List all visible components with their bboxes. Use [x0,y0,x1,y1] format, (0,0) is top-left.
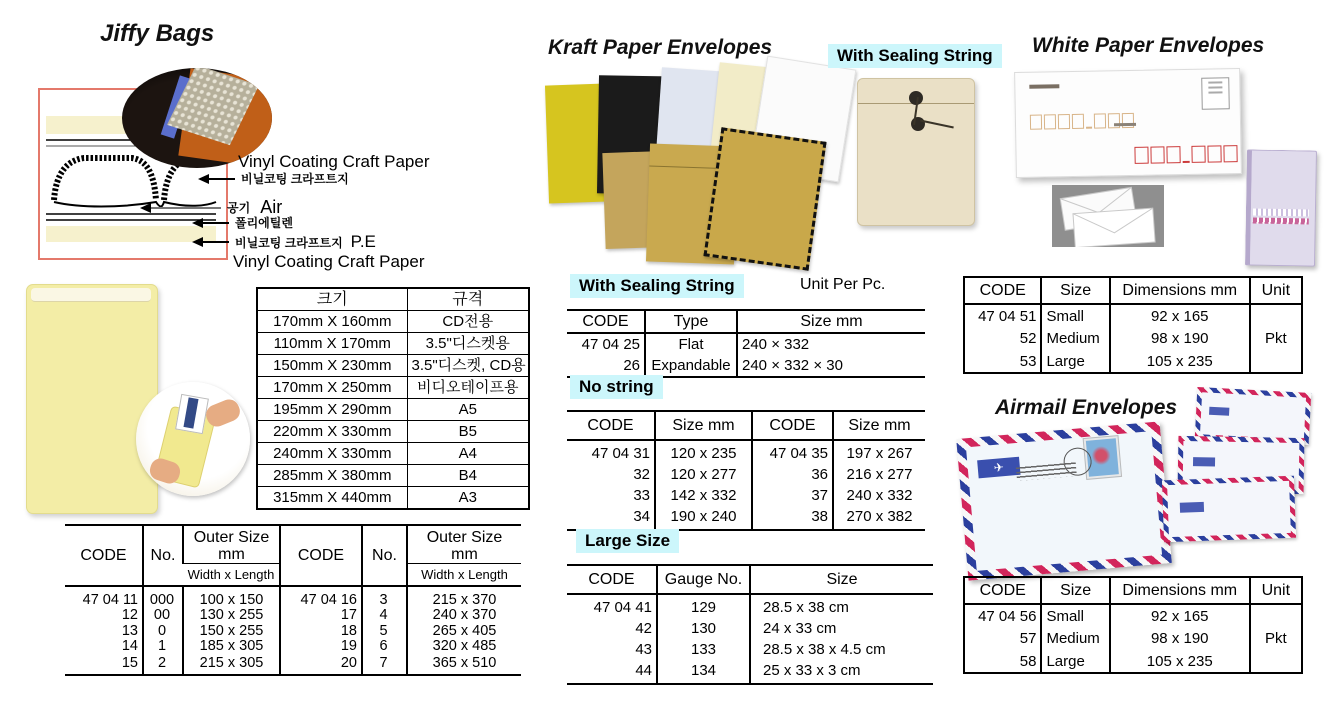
cell-size: 240 × 332 × 30 [737,355,925,377]
col-unit: Unit [1250,277,1302,304]
table-header-row [257,288,529,311]
cell: 285mm X 380mm [257,465,407,487]
cell-size: 215 x 370 [407,586,521,608]
cell-gauge: 129 [657,594,750,618]
cell-size: 120 x 235 [655,440,752,464]
cell-size: 240 x 332 [833,485,925,506]
unit-per-pc-note: Unit Per Pc. [800,276,886,293]
bag-usage-inset-photo [136,382,250,496]
col-code: CODE [280,525,362,586]
string-tail [920,119,954,128]
table-row [567,485,925,506]
col-outer-size [183,525,280,564]
cell-gauge: 134 [657,660,750,684]
col-gauge: Gauge No. [657,565,750,594]
cell-dimensions: 92 x 165 [1110,604,1250,627]
col-code: CODE [964,277,1041,304]
label-vinyl-bottom: Vinyl Coating Craft Paper [233,252,425,271]
table-row [65,655,521,675]
sender-text-lines [1029,84,1059,89]
cell: 170mm X 250mm [257,377,407,399]
cell-code: 32 [633,466,650,483]
col-no: No. [143,525,183,586]
col-outer-size [407,525,521,564]
cell-dimensions: 98 x 190 [1110,627,1250,650]
cell: 150mm X 230mm [257,355,407,377]
large-size-badge: Large Size [576,529,679,553]
cell-size: 100 x 150 [183,586,280,608]
cell-dimensions: 98 x 190 [1110,327,1250,350]
label-kraft-top-kr: 비닐코팅 크라프트지 [241,172,349,186]
col-no: No. [362,525,407,586]
table-row [257,311,529,333]
label-pe-kr: 폴리에틸렌 [235,216,293,230]
table-header-row [65,525,521,564]
table-row [567,440,925,464]
jiffy-bag-photo [26,284,158,514]
label-kraft-bottom-kr: 비닐코팅 크라프트지 [235,235,343,250]
airmail-table [963,576,1303,674]
cell-size: Large [1041,650,1109,673]
airplane-label-icon [1180,502,1204,513]
cell-code: 47 04 31 [591,445,650,462]
cell-gauge: 130 [657,618,750,639]
cell-size: 197 x 267 [833,440,925,464]
arrow-icon [192,218,229,228]
cell: B5 [407,421,529,443]
table-row [257,443,529,465]
col-code: CODE [567,411,655,440]
cell-no: 2 [143,655,183,675]
table-header-row [964,577,1302,604]
col-code: CODE [752,411,833,440]
cell-code: 14 [121,639,138,654]
table-row [257,421,529,443]
airplane-label-icon [1209,407,1229,416]
cell: 비디오테이프용 [407,377,529,399]
cell-size: 185 x 305 [183,639,280,655]
cell-size: 150 x 255 [183,624,280,640]
label-air-kr: 공기 [227,201,251,215]
col-dimensions: Dimensions mm [1110,277,1250,304]
white-envelopes-small-photo [1052,185,1164,247]
cell-size: 265 x 405 [407,624,521,640]
arrow-icon [140,203,221,213]
cell: 110mm X 170mm [257,333,407,355]
cell-no: 0 [143,624,183,640]
cell-code: 17 [280,608,362,624]
cell-code: 12 [121,608,138,623]
pack-label-band [1253,218,1309,225]
table-row [65,608,521,624]
cell-size: 215 x 305 [183,655,280,675]
table-row [257,465,529,487]
table-row [567,464,925,485]
cell-code: 53 [1019,352,1037,370]
col-width-length: Width x Length [407,564,521,587]
cell-code: 47 04 16 [280,586,362,608]
cell-size: 130 x 255 [183,608,280,624]
col-spec-kr: 규격 [407,288,529,311]
cell-code: 36 [752,464,833,485]
with-sealing-string-badge: With Sealing String [570,274,744,298]
kraft-title: Kraft Paper Envelopes [548,36,773,59]
cell-size: 270 x 382 [833,506,925,530]
label-vinyl-top: Vinyl Coating Craft Paper [238,152,430,171]
col-size: Size mm [833,411,925,440]
cell-size: 24 x 33 cm [750,618,933,639]
label-row-pe [192,214,293,231]
cell-dimensions: 92 x 165 [1110,304,1250,327]
cell-code: 44 [635,662,652,679]
airmail-face [1200,392,1306,439]
cell: 220mm X 330mm [257,421,407,443]
cell: 315mm X 440mm [257,487,407,510]
string-envelope-photo [857,78,975,226]
cell-size: 120 x 277 [655,464,752,485]
cell-dimensions: 105 x 235 [1110,650,1250,673]
table-row [257,355,529,377]
cell-size: 28.5 x 38 x 4.5 cm [750,639,933,660]
col-code: CODE [65,525,143,586]
cell: 170mm X 160mm [257,311,407,333]
postmark-waves [1016,460,1077,481]
lilac-envelope-pack-photo [1245,149,1317,266]
cell-size: 28.5 x 38 cm [750,594,933,618]
cell-code: 58 [1019,652,1037,670]
no-string-table [567,410,925,531]
cell-code: 47 04 41 [593,599,652,616]
cell: A5 [407,399,529,421]
table-row [567,660,933,684]
table-row [257,399,529,421]
airplane-label-icon [1193,457,1215,466]
airmail-envelope-large-photo [956,421,1172,580]
jiffy-bags-title: Jiffy Bags [100,20,215,47]
col-size: Size mm [737,310,925,333]
table-header-row [964,277,1302,304]
cell-dimensions: 105 x 235 [1110,350,1250,373]
cell-gauge: 133 [657,639,750,660]
cell: 3.5"디스켓용 [407,333,529,355]
with-sealing-string-badge-top: With Sealing String [828,44,1002,68]
cell-code: 47 04 25 [581,336,640,353]
table-row [65,639,521,655]
cell-size: 320 x 485 [407,639,521,655]
kraft-envelope-dashed-photo [703,127,826,270]
cell-code: 34 [633,508,650,525]
with-string-table [567,309,925,378]
cell-code: 47 04 56 [978,607,1037,625]
table-row [567,506,925,530]
cell-code: 42 [635,620,652,637]
cell-size: 216 x 277 [833,464,925,485]
col-width-length: Width x Length [183,564,280,587]
white-envelope-large-photo [1014,68,1242,178]
cell-size: 25 x 33 x 3 cm [750,660,933,684]
col-dimensions: Dimensions mm [1110,577,1250,604]
col-code: CODE [964,577,1041,604]
airmail-face [1167,481,1291,537]
airplane-label-icon: ✈ [977,457,1020,479]
cell-size: 240 × 332 [737,333,925,355]
cell-code: 18 [280,624,362,640]
cell-code: 26 [623,357,640,374]
table-row [257,487,529,510]
table-row [964,604,1302,627]
cell-size: 142 x 332 [655,485,752,506]
cell-size: Small [1041,304,1109,327]
postal-code-boxes-tan [1030,113,1134,130]
outer-size-line2: mm [218,546,245,563]
cell-no: 5 [362,624,407,640]
outer-size-line1: Outer Size [426,529,503,546]
label-row-kraft-bottom [192,232,376,252]
bag-flap [31,288,151,302]
cell-type: Expandable [645,355,737,377]
table-header-row [567,310,925,333]
cell-code: 47 04 11 [82,591,138,608]
cell-size: Small [1041,604,1109,627]
label-pe-suffix: P.E [350,232,376,251]
outer-size-line2: mm [451,546,478,563]
cell-size: Medium [1041,327,1109,350]
cell-code: 33 [633,487,650,504]
cell: B4 [407,465,529,487]
col-size: Size [750,565,933,594]
col-size: Size [1041,577,1109,604]
table-header-row [567,565,933,594]
outer-size-line1: Outer Size [193,529,270,546]
cell-unit: Pkt [1250,604,1302,673]
cell-code: 52 [1019,330,1037,347]
col-code: CODE [567,565,657,594]
col-size: Size [1041,277,1109,304]
cell-code: 57 [1019,630,1037,647]
cell-size: 365 x 510 [407,655,521,675]
cell: A3 [407,487,529,510]
cell-code: 19 [280,639,362,655]
cell: A4 [407,443,529,465]
table-row [964,304,1302,327]
cell-no: 6 [362,639,407,655]
table-row [567,618,933,639]
table-header-row [567,411,925,440]
cell: 195mm X 290mm [257,399,407,421]
cell: CD전용 [407,311,529,333]
col-type: Type [645,310,737,333]
cell-code: 43 [635,641,652,658]
table-row [567,333,925,355]
airmail-envelope-small-photo [1162,476,1296,543]
cell-code: 37 [752,485,833,506]
table-row [567,594,933,618]
arrow-icon [198,174,235,184]
cell-code: 15 [121,655,138,672]
cell-no: 000 [143,586,183,608]
arrow-icon [192,237,229,247]
cell-code: 13 [121,623,138,639]
label-row-kraft-top [198,170,349,187]
cell-no: 7 [362,655,407,675]
cell: 3.5"디스켓, CD용 [407,355,529,377]
table-row [567,639,933,660]
table-row [65,586,521,608]
col-code: CODE [567,310,645,333]
cell-unit: Pkt [1250,304,1302,373]
cell-code: 20 [280,655,362,675]
cell-code: 47 04 51 [978,307,1037,325]
jiffy-size-table [256,287,530,510]
address-text-lines [1114,123,1136,126]
cell-no: 4 [362,608,407,624]
pack-label-top [1253,209,1309,217]
table-row [257,333,529,355]
table-row [65,624,521,640]
table-row [257,377,529,399]
jiffy-code-table [65,524,521,676]
cell-size: Medium [1041,627,1109,650]
cell-size: 240 x 370 [407,608,521,624]
stamp-art [1091,445,1111,466]
cell-size: Large [1041,350,1109,373]
white-envelopes-title: White Paper Envelopes [1032,34,1265,57]
cell-code: 38 [752,506,833,530]
airmail-face [966,431,1162,571]
col-size: Size mm [655,411,752,440]
large-size-table [567,564,933,685]
cell-size: 190 x 240 [655,506,752,530]
cell-no: 3 [362,586,407,608]
airmail-title: Airmail Envelopes [995,396,1178,419]
cell-no: 1 [143,639,183,655]
stamp-box [1201,77,1230,109]
no-string-badge: No string [570,375,663,399]
cell-no: 00 [143,608,183,624]
cell-code: 47 04 35 [752,440,833,464]
table-row [567,355,925,377]
label-air-en: Air [260,197,283,217]
envelopes-drawing [1052,185,1164,247]
cell: 240mm X 330mm [257,443,407,465]
cell-type: Flat [645,333,737,355]
col-unit: Unit [1250,577,1302,604]
postal-code-boxes-red [1134,145,1237,164]
white-envelopes-table [963,276,1303,374]
col-size-kr: 크기 [257,288,407,311]
